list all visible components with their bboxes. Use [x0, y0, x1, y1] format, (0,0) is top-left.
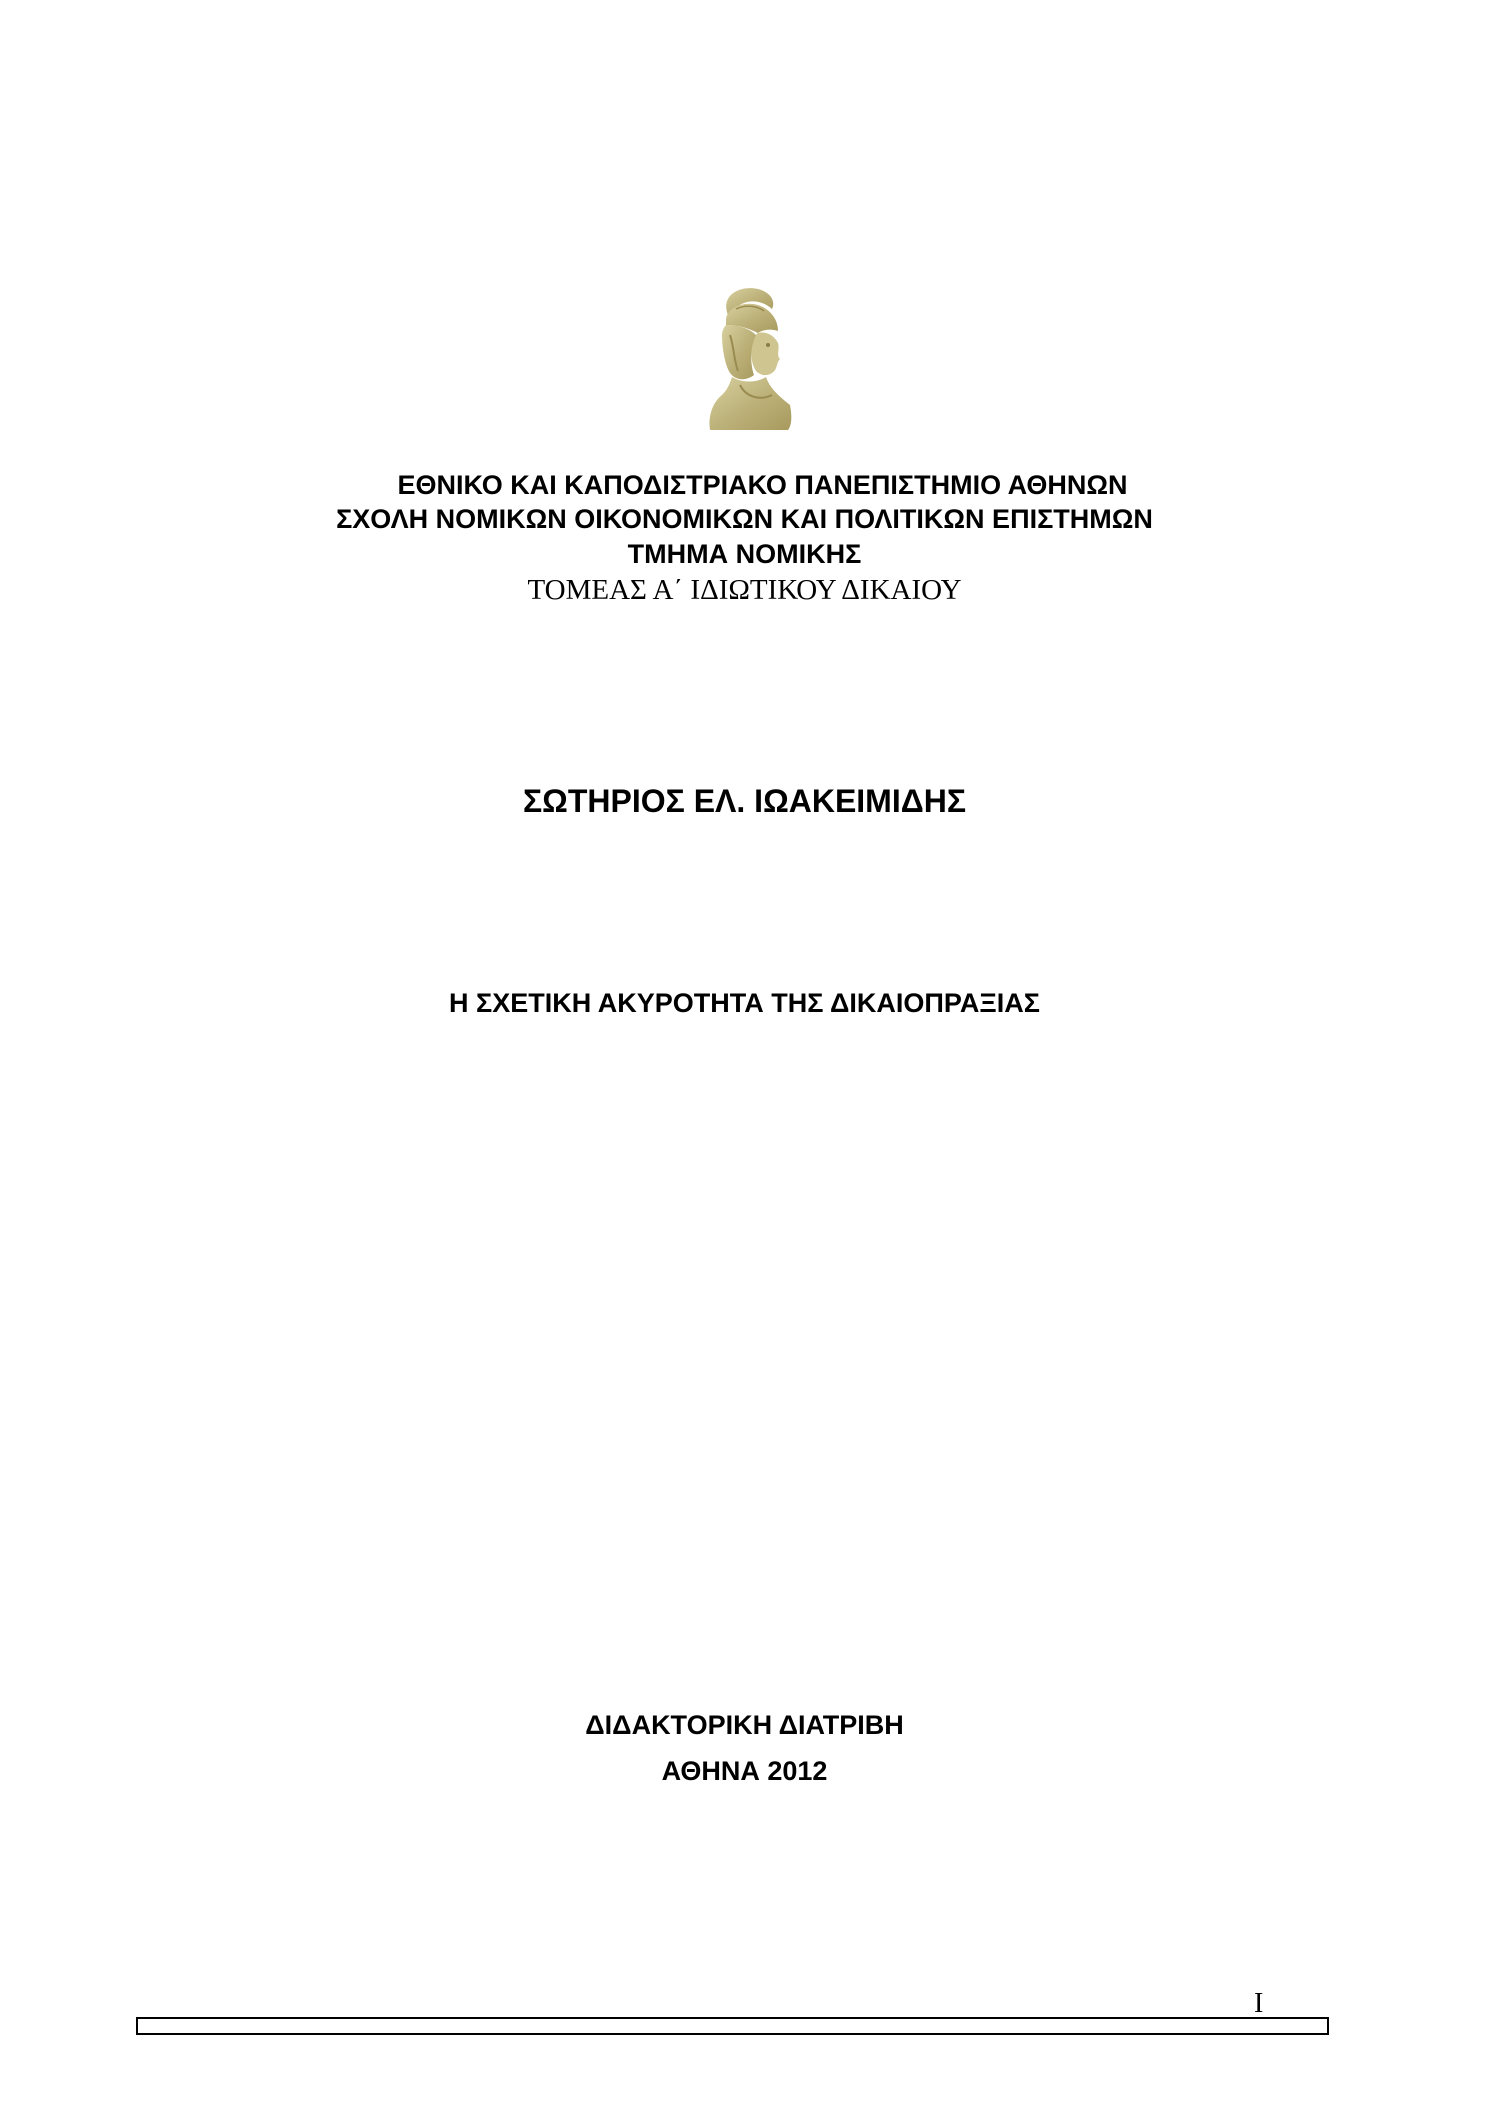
school-name: ΣΧΟΛΗ ΝΟΜΙΚΩΝ ΟΙΚΟΝΟΜΙΚΩΝ ΚΑΙ ΠΟΛΙΤΙΚΩΝ ΕΠΙΣΤΗΜΩΝ — [336, 504, 1153, 534]
document-type: ΔΙΔΑΚΤΟΡΙΚΗ ΔΙΑΤΡΙΒΗ — [585, 1710, 904, 1740]
footer-border-box — [136, 2017, 1329, 2035]
athena-head-emblem-icon — [700, 285, 798, 430]
sector-name: ΤΟΜΕΑΣ Α΄ ΙΔΙΩΤΙΚΟΥ ΔΙΚΑΙΟΥ — [527, 574, 962, 606]
place-year: ΑΘΗΝΑ 2012 — [661, 1756, 828, 1786]
thesis-title: Η ΣΧΕΤΙΚΗ ΑΚΥΡΟΤΗΤΑ ΤΗΣ ΔΙΚΑΙΟΠΡΑΞΙΑΣ — [449, 988, 1040, 1018]
page-number: I — [1254, 1988, 1264, 2019]
author-name: ΣΩΤΗΡΙΟΣ ΕΛ. ΙΩΑΚΕΙΜΙΔΗΣ — [522, 783, 967, 819]
university-name: ΕΘΝΙΚΟ ΚΑΙ ΚΑΠΟΔΙΣΤΡΙΑΚΟ ΠΑΝΕΠΙΣΤΗΜΙΟ ΑΘΗΝΩΝ — [397, 470, 1128, 500]
department-name: ΤΜΗΜΑ ΝΟΜΙΚΗΣ — [627, 539, 862, 569]
